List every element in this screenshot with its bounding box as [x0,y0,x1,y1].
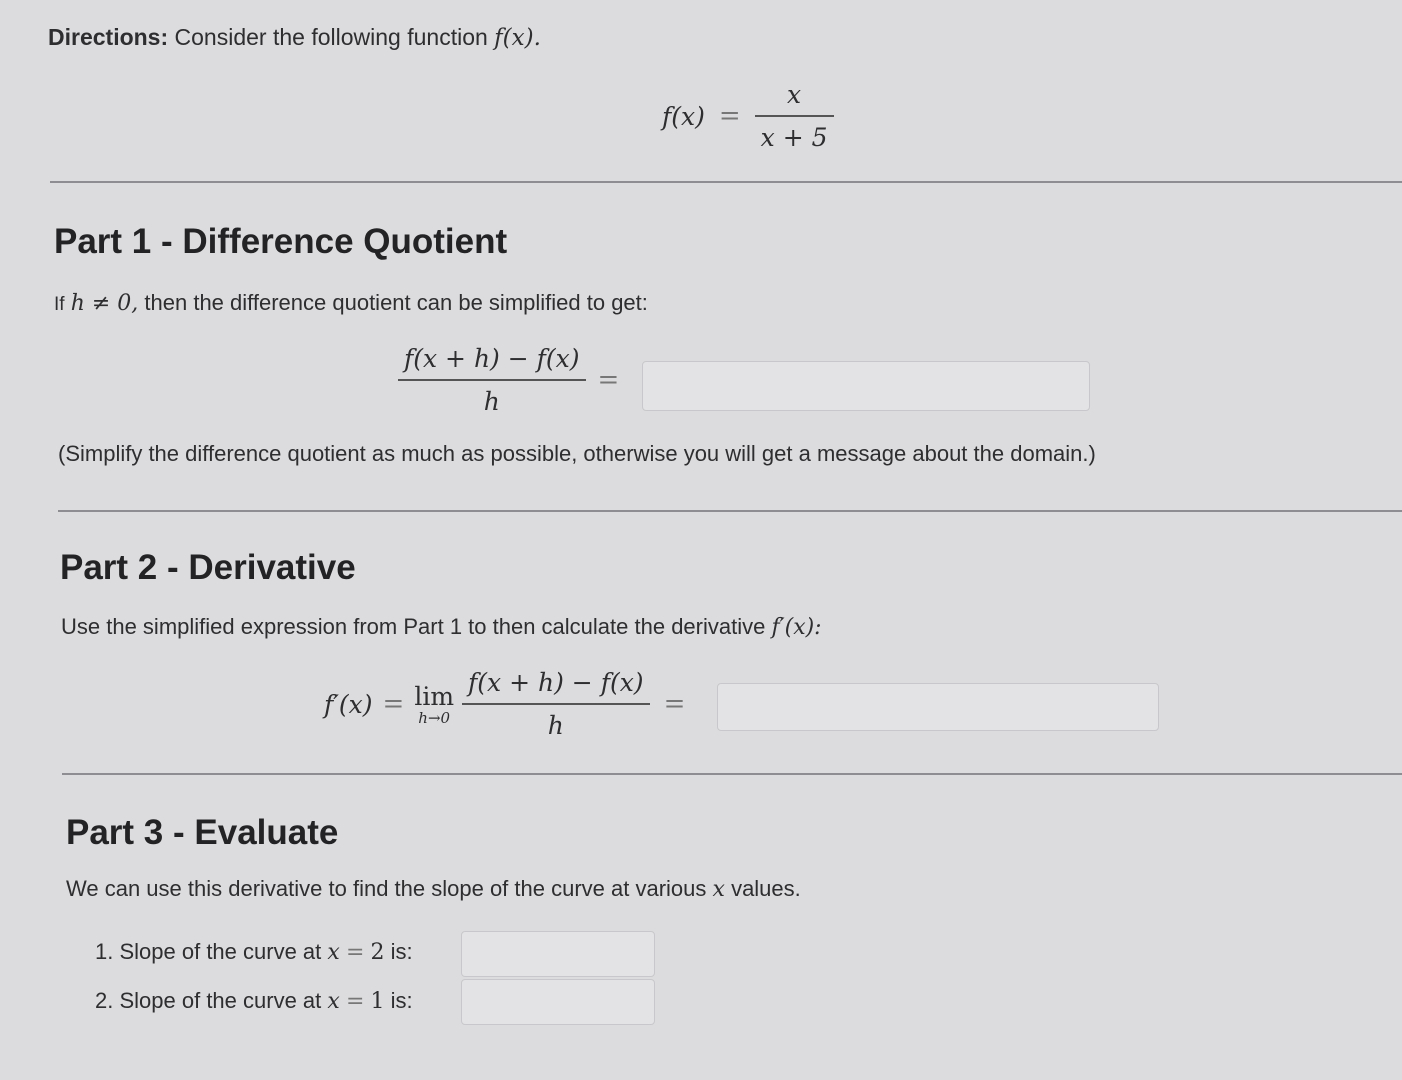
function-denominator: x + 5 [760,123,828,152]
part2-denominator: h [547,711,564,740]
part2-equals-2: = [663,689,686,719]
part3-intro [66,876,801,902]
divider [62,773,1402,775]
slope-at-2-input[interactable] [461,931,655,977]
list-item-var: x [327,989,340,1014]
list-item-value: 2 [370,940,385,965]
list-item-var: x [327,940,340,965]
part2-lhs: f′(x) [324,689,373,719]
part1-fraction [398,344,586,416]
part2-intro [61,614,822,640]
list-item-number: 2. [95,988,114,1013]
part1-intro-suffix: then the difference quotient can be simplified to get: [144,290,648,315]
part3-intro-suffix: values. [731,876,801,901]
list-item-suffix: is: [390,939,413,964]
part1-difference-quotient [398,344,619,416]
part2-equals: = [382,689,405,719]
part2-lim: lim [414,681,455,711]
slope-at-1-input[interactable] [461,979,655,1025]
function-numerator: x [787,80,802,109]
list-item-value: 1 [370,989,385,1014]
list-item-text: Slope of the curve at [119,939,322,964]
part2-derivative-expression [324,668,685,740]
function-definition [662,80,834,152]
divider [58,510,1402,512]
directions-text: Consider the following function [174,24,488,50]
list-item-equals: = [345,989,365,1014]
part1-intro-prefix: If [54,294,65,315]
part1-answer-input[interactable] [642,361,1090,411]
function-lhs: f(x) [662,101,705,131]
part1-title: Part 1 - Difference Quotient [54,222,508,261]
list-item-suffix: is: [390,988,413,1013]
part1-numerator: f(x + h) − f(x) [404,344,580,373]
function-fraction [755,80,834,152]
part1-note: (Simplify the difference quotient as much as possible, otherwise you will get a message about the domain.) [58,441,1096,466]
part3-intro-prefix: We can use this derivative to find the slope of the curve at various [66,876,707,901]
part2-numerator: f(x + h) − f(x) [468,668,644,697]
list-item [95,988,413,1014]
part2-limit [414,682,454,727]
part2-answer-input[interactable] [717,683,1159,731]
list-item-text: Slope of the curve at [119,988,322,1013]
function-equals: = [718,101,741,131]
part3-title: Part 3 - Evaluate [66,813,339,852]
part1-denominator: h [483,387,500,416]
list-item [95,939,413,965]
list-item-equals: = [345,940,365,965]
divider [50,181,1402,183]
part3-intro-math: x [712,877,725,902]
part2-intro-math: f′(x): [771,615,822,640]
part1-equals: = [597,365,620,395]
part2-fraction [462,668,650,740]
part2-lim-sub: h→0 [418,708,451,727]
part2-intro-text: Use the simplified expression from Part 1 to then calculate the derivative [61,614,766,639]
part1-intro [54,290,648,316]
part2-title: Part 2 - Derivative [60,548,356,587]
directions-label: Directions: [48,24,169,50]
directions [48,24,541,51]
list-item-number: 1. [95,939,114,964]
directions-function: f(x). [494,25,541,51]
part1-intro-math: h ≠ 0, [70,291,139,316]
